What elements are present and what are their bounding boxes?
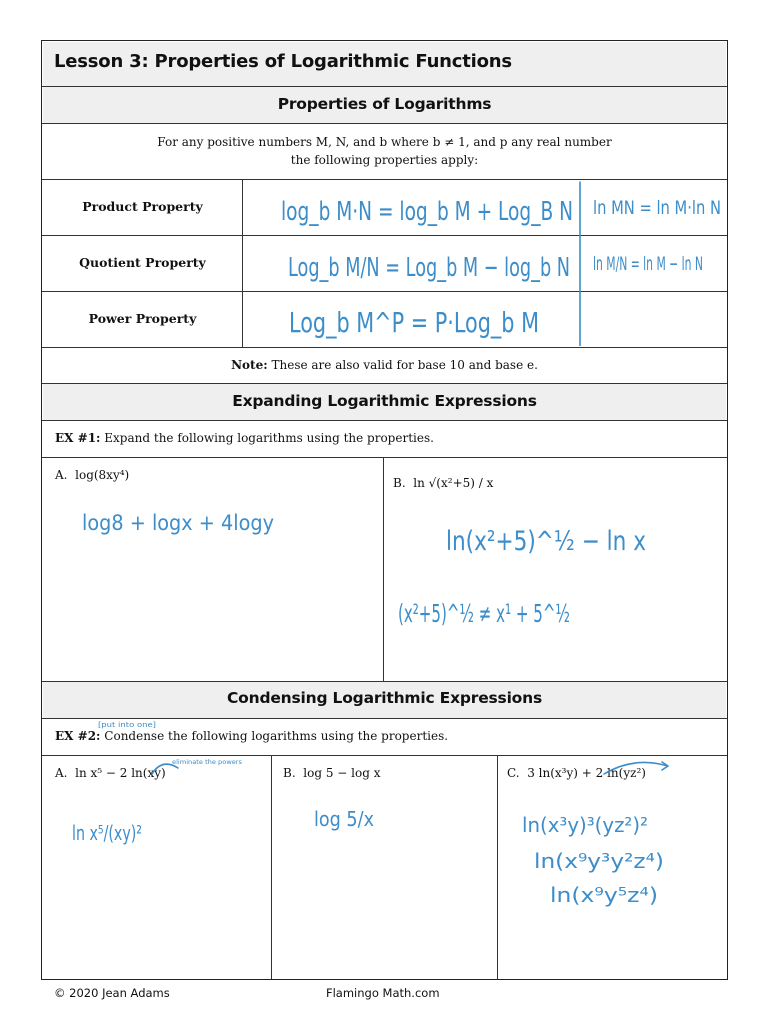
- power-property-label: Power Property: [88, 311, 197, 326]
- quotient-property-label: Quotient Property: [79, 255, 206, 270]
- ex1-b-label: B.: [393, 476, 406, 490]
- handwritten-properties: [243, 180, 726, 346]
- ex2-handwritten-work: [44, 756, 726, 978]
- ex1-a-label: A.: [55, 468, 68, 482]
- ex2-c-work-line1: ln(x³y)³(yz²)²: [522, 813, 648, 837]
- ex1-handwritten-work: [44, 458, 726, 680]
- product-property-handwriting: log_b M·N = log_b M + Log_B N: [281, 197, 573, 227]
- ex1-a-work: log8 + logx + 4logy: [82, 511, 274, 535]
- footer-copyright: © 2020 Jean Adams: [54, 986, 170, 1000]
- ex2-label: EX #2:: [55, 729, 101, 743]
- ex2-a-tiny-note: eliminate the powers: [172, 759, 242, 766]
- ex1-b-expr: ln √(x²+5) / x: [413, 476, 494, 490]
- footer-site: Flamingo Math.com: [326, 986, 440, 1000]
- section-heading-properties: Properties of Logarithms: [277, 95, 492, 113]
- ex2-a-work: ln x⁵/(xy)²: [72, 821, 142, 845]
- ex2-tiny-note-text: [put into one]: [98, 721, 157, 729]
- intro-line-2: the following properties apply:: [290, 153, 479, 167]
- ex2-instruction: [55, 729, 448, 743]
- ex1-label: EX #1:: [55, 431, 101, 445]
- ex2-c-label: C.: [507, 766, 520, 780]
- note-label: Note:: [231, 358, 268, 372]
- product-side-note: ln MN = ln M·ln N: [593, 197, 721, 219]
- quotient-side-note: ln M/N = ln M − ln N: [593, 253, 703, 275]
- ex2-a-label: A.: [55, 766, 68, 780]
- ex1-b-work-line1: ln(x²+5)^½ − ln x: [446, 526, 647, 557]
- section-heading-condensing: Condensing Logarithmic Expressions: [226, 689, 542, 707]
- section-heading-expanding: Expanding Logarithmic Expressions: [232, 392, 537, 410]
- ex2-c-work-line3: ln(x⁹y⁵z⁴): [550, 883, 658, 907]
- ex2-c-expr: 3 ln(x³y) + 2 ln(yz²): [527, 766, 646, 780]
- product-property-label: Product Property: [82, 199, 203, 214]
- ex2-b-work: log 5/x: [314, 807, 375, 831]
- power-property-handwriting: Log_b M^P = P·Log_b M: [289, 306, 539, 339]
- ex2-text: Condense the following logarithms using the properties.: [100, 729, 449, 743]
- ex1-b-work-line2: (x²+5)^½ ≠ x¹ + 5^½: [398, 599, 570, 628]
- note-text: These are also valid for base 10 and base e.: [267, 358, 538, 372]
- divider: [42, 420, 727, 421]
- quotient-property-handwriting: Log_b M/N = Log_b M − log_b N: [288, 253, 570, 283]
- ex2-a-expr: ln x⁵ − 2 ln(xy): [75, 766, 166, 780]
- ex2-c-work-line2: ln(x⁹y³y²z⁴): [534, 849, 664, 873]
- intro-line-1: For any positive numbers M, N, and b where b ≠ 1, and p any real number: [157, 135, 612, 149]
- divider: [42, 347, 727, 348]
- ex2-c-arrow: [604, 762, 668, 774]
- lesson-title: Lesson 3: Properties of Logarithmic Functions: [54, 51, 512, 72]
- ex1-text: Expand the following logarithms using the properties.: [100, 431, 434, 445]
- ex1-a-expr: log(8xy⁴): [75, 468, 130, 482]
- ex2-b-label: B.: [283, 766, 296, 780]
- ex1-instruction: [55, 431, 434, 445]
- divider: [42, 123, 727, 124]
- ex2-b-expr: log 5 − log x: [303, 766, 381, 780]
- note-line: [43, 356, 726, 374]
